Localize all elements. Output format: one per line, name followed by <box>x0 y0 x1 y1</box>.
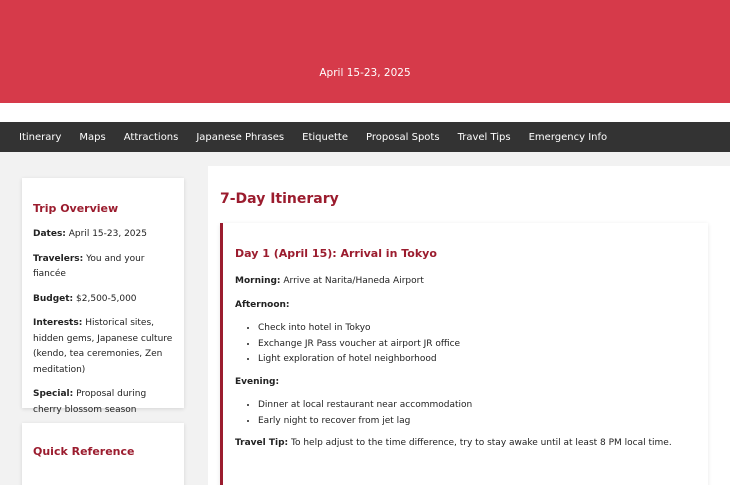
itinerary-panel <box>208 166 730 485</box>
overview-dates <box>33 227 173 243</box>
header-spacer <box>0 103 730 122</box>
itinerary-title: 7-Day Itinerary <box>220 191 339 207</box>
trip-overview-card <box>22 178 184 415</box>
afternoon-label: Afternoon: <box>235 299 290 310</box>
afternoon-list <box>235 321 708 368</box>
nav-travel-tips[interactable]: Travel Tips <box>457 131 511 143</box>
trip-overview-title: Trip Overview <box>33 202 119 215</box>
day-1-morning <box>235 274 708 290</box>
nav-emergency-info[interactable]: Emergency Info <box>528 131 608 143</box>
main-navigation <box>0 122 730 152</box>
day-1-title: Day 1 (April 15): Arrival in Tokyo <box>235 247 437 260</box>
overview-dates-value: April 15-23, 2025 <box>65 229 147 239</box>
overview-budget <box>33 292 173 308</box>
travel-tip-label: Travel Tip: <box>235 438 289 448</box>
nav-attractions[interactable]: Attractions <box>123 131 179 143</box>
quick-reference-card <box>22 423 184 485</box>
nav-etiquette[interactable]: Etiquette <box>302 131 348 143</box>
evening-list <box>235 398 708 429</box>
overview-special-value: Proposal during cherry blossom season <box>33 389 147 415</box>
quick-reference-title: Quick Reference <box>33 445 135 458</box>
overview-budget-label: Budget: <box>33 293 74 304</box>
nav-itinerary[interactable]: Itinerary <box>19 131 62 143</box>
overview-interests-label: Interests: <box>33 318 83 328</box>
list-item: • Light exploration of hotel neighborhood <box>258 352 708 368</box>
list-item: • Early night to recover from jet lag <box>258 414 708 430</box>
list-item: • Exchange JR Pass voucher at airport JR office <box>258 337 708 353</box>
evening-label: Evening: <box>235 376 280 387</box>
overview-dates-label: Dates: <box>33 229 66 239</box>
morning-text: Arrive at Narita/Haneda Airport <box>280 276 424 286</box>
overview-special <box>33 387 173 418</box>
overview-budget-value: $2,500-5,000 <box>73 293 137 304</box>
nav-japanese-phrases[interactable]: Japanese Phrases <box>196 131 285 143</box>
overview-travelers-value: You and your fiancée <box>33 253 145 279</box>
list-item: • Dinner at local restaurant near accommodation <box>258 398 708 414</box>
nav-maps[interactable]: Maps <box>79 131 106 143</box>
trip-date-range: April 15-23, 2025 <box>319 67 411 79</box>
morning-label: Morning: <box>235 276 281 286</box>
overview-travelers-label: Travelers: <box>33 253 84 264</box>
overview-travelers <box>33 252 173 283</box>
overview-interests <box>33 316 173 378</box>
list-item: • Check into hotel in Tokyo <box>258 321 708 337</box>
travel-tip <box>235 436 708 452</box>
travel-tip-text: To help adjust to the time difference, try to stay awake until at least 8 PM local time. <box>288 438 672 448</box>
hero-banner <box>0 0 730 103</box>
overview-interests-value: Historical sites, hidden gems, Japanese culture (kendo, tea ceremonies, Zen meditation) <box>33 318 173 375</box>
nav-proposal-spots[interactable]: Proposal Spots <box>365 131 440 143</box>
overview-special-label: Special: <box>33 389 74 399</box>
day-1-card <box>220 223 708 485</box>
